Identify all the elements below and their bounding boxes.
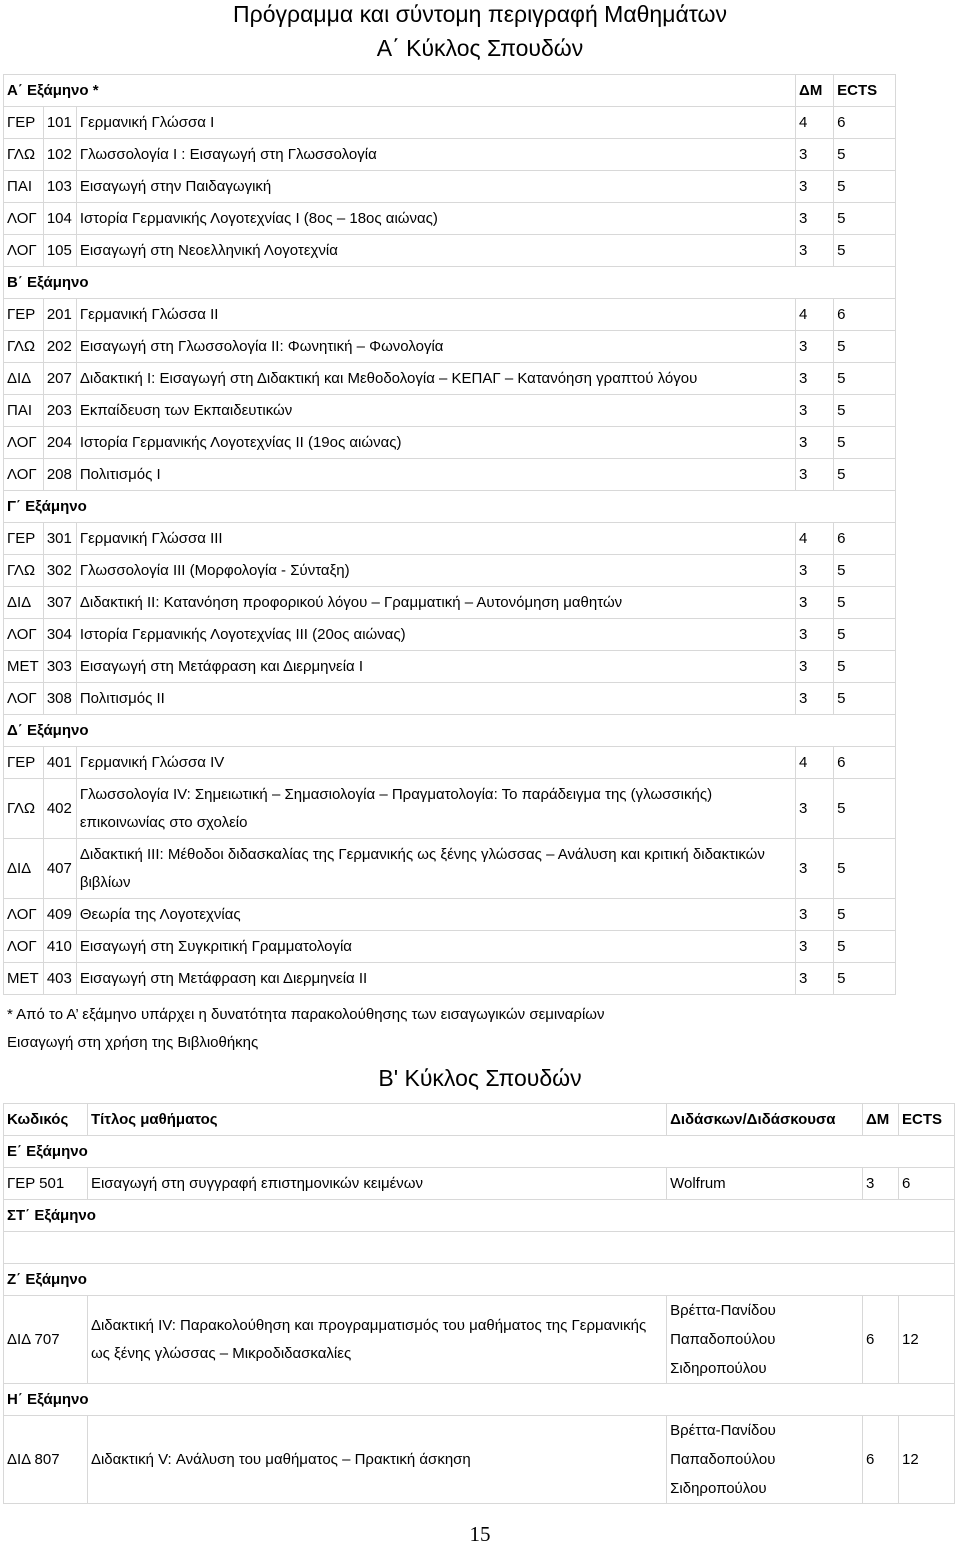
course-ects: 5 [834,931,896,963]
course-ects: 5 [834,203,896,235]
cycle-b-table [3,1103,955,1504]
course-dm: 3 [796,459,834,491]
footnote-library: Εισαγωγή στη χρήση της Βιβλιοθήκης [7,1034,259,1051]
course-row [4,587,896,619]
course-title: Διδακτική V: Ανάλυση του μαθήματος – Πρακτική άσκηση [87,1416,666,1504]
ects-column-header: ECTS [898,1104,954,1136]
course-code: ΔΙΔ [4,587,44,619]
course-dm: 6 [863,1416,899,1504]
course-code: ΛΟΓ [4,235,44,267]
course-row [4,555,896,587]
page-title: Πρόγραμμα και σύντομη περιγραφή Μαθημάτων [233,1,727,27]
course-ects: 5 [834,963,896,995]
semester-row [4,267,896,299]
course-number: 208 [43,459,76,491]
course-number: 105 [43,235,76,267]
course-row [4,459,896,491]
course-ects: 5 [834,587,896,619]
course-dm: 3 [796,331,834,363]
course-teacher: Wolfrum [667,1168,863,1200]
semester-heading: Β΄ Εξάμηνο [4,267,896,299]
course-ects: 6 [834,107,896,139]
course-dm: 4 [796,523,834,555]
course-code: ΛΟΓ [4,899,44,931]
course-title: Γερμανική Γλώσσα ΙΙ [76,299,795,331]
semester-heading: Ε΄ Εξάμηνο [4,1136,955,1168]
course-dm: 3 [796,899,834,931]
course-title: Εισαγωγή στη Μετάφραση και Διερμηνεία ΙΙ [76,963,795,995]
course-number: 403 [43,963,76,995]
course-row [4,1416,955,1504]
semester-heading: Δ΄ Εξάμηνο [4,715,896,747]
course-code: ΓΛΩ [4,331,44,363]
course-title: Θεωρία της Λογοτεχνίας [76,899,795,931]
course-ects: 5 [834,331,896,363]
course-number: 402 [43,779,76,839]
course-teachers [667,1296,863,1384]
course-code: ΛΟΓ [4,459,44,491]
course-code: ΜΕΤ [4,651,44,683]
course-title: Εισαγωγή στη Μετάφραση και Διερμηνεία Ι [76,651,795,683]
course-dm: 3 [796,651,834,683]
teacher-name: Βρέττα-Πανίδου [670,1422,776,1439]
course-code: ΓΕΡ [4,299,44,331]
course-row [4,839,896,899]
empty-row [4,1232,955,1264]
title-column-header: Τίτλος μαθήματος [87,1104,666,1136]
course-ects: 5 [834,427,896,459]
course-code: ΔΙΔ [4,839,44,899]
table-header-row [4,75,896,107]
course-dm: 3 [796,779,834,839]
course-title: Διδακτική ΙV: Παρακολούθηση και προγραμματισμός του μαθήματος της Γερμανικής ως ξένης γλώσσας – Μικροδιδασκαλίες [87,1296,666,1384]
course-row [4,139,896,171]
dm-column-header: ΔΜ [796,75,834,107]
course-dm: 4 [796,299,834,331]
semester-row [4,491,896,523]
course-title: Εισαγωγή στη συγγραφή επιστημονικών κειμένων [87,1168,666,1200]
semester-row [4,1264,955,1296]
course-ects: 5 [834,651,896,683]
course-number: 401 [43,747,76,779]
course-title: Ιστορία Γερμανικής Λογοτεχνίας ΙΙΙ (20ος αιώνας) [76,619,795,651]
semester-row [4,1136,955,1168]
course-ects: 5 [834,683,896,715]
course-number: 204 [43,427,76,459]
course-ects: 6 [834,299,896,331]
course-row [4,1296,955,1384]
course-ects: 6 [834,523,896,555]
page-number: 15 [469,1522,491,1546]
semester-heading: ΣΤ΄ Εξάμηνο [4,1200,955,1232]
course-code: ΛΟΓ [4,619,44,651]
code-column-header: Κωδικός [4,1104,88,1136]
course-dm: 3 [863,1168,899,1200]
course-dm: 3 [796,139,834,171]
course-dm: 3 [796,235,834,267]
course-title: Ιστορία Γερμανικής Λογοτεχνίας Ι (8ος – 18ος αιώνας) [76,203,795,235]
course-code: ΠΑΙ [4,395,44,427]
course-title: Διδακτική ΙΙΙ: Μέθοδοι διδασκαλίας της Γερμανικής ως ξένης γλώσσας – Ανάλυση και κριτική διδακτικών βιβλίων [76,839,795,899]
course-number: 407 [43,839,76,899]
page-subtitle: Α΄ Κύκλος Σπουδών [376,35,584,61]
cycle-a-table [3,74,896,995]
table-header-row [4,1104,955,1136]
ects-column-header: ECTS [834,75,896,107]
course-row [4,107,896,139]
course-dm: 3 [796,839,834,899]
course-code: ΔΙΔ [4,363,44,395]
course-ects: 12 [898,1296,954,1384]
course-number: 304 [43,619,76,651]
course-number: 207 [43,363,76,395]
course-row [4,963,896,995]
course-number: 203 [43,395,76,427]
course-dm: 3 [796,171,834,203]
course-row [4,235,896,267]
semester-heading: Α΄ Εξάμηνο * [4,75,796,107]
course-number: 103 [43,171,76,203]
semester-row [4,1384,955,1416]
course-ects: 5 [834,619,896,651]
course-title: Γερμανική Γλώσσα ΙV [76,747,795,779]
course-code: ΛΟΓ [4,683,44,715]
course-dm: 4 [796,107,834,139]
course-title: Πολιτισμός ΙΙ [76,683,795,715]
course-row [4,331,896,363]
course-title: Γλωσσολογία Ι : Εισαγωγή στη Γλωσσολογία [76,139,795,171]
course-title: Διδακτική ΙΙ: Κατανόηση προφορικού λόγου – Γραμματική – Αυτονόμηση μαθητών [76,587,795,619]
course-dm: 3 [796,363,834,395]
course-code: ΛΟΓ [4,203,44,235]
teacher-name: Βρέττα-Πανίδου [670,1302,776,1319]
course-title: Γερμανική Γλώσσα Ι [76,107,795,139]
course-ects: 5 [834,395,896,427]
course-code: ΔΙΔ 707 [4,1296,88,1384]
course-title: Διδακτική Ι: Εισαγωγή στη Διδακτική και Μεθοδολογία – ΚΕΠΑΓ – Κατανόηση γραπτού λόγου [76,363,795,395]
course-code: ΓΕΡ [4,523,44,555]
teacher-name: Παπαδοπούλου [670,1451,776,1468]
course-teachers [667,1416,863,1504]
footnote-seminars: * Από το Α’ εξάμηνο υπάρχει η δυνατότητα παρακολούθησης των εισαγωγικών σεμιναρίων [7,1006,605,1023]
course-title: Εισαγωγή στη Γλωσσολογία ΙΙ: Φωνητική – Φωνολογία [76,331,795,363]
course-number: 102 [43,139,76,171]
teacher-name: Παπαδοπούλου [670,1331,776,1348]
course-row [4,747,896,779]
course-code: ΔΙΔ 807 [4,1416,88,1504]
semester-heading: Γ΄ Εξάμηνο [4,491,896,523]
course-code: ΓΕΡ [4,747,44,779]
course-ects: 12 [898,1416,954,1504]
course-ects: 6 [834,747,896,779]
course-ects: 5 [834,779,896,839]
course-code: ΓΛΩ [4,139,44,171]
course-number: 201 [43,299,76,331]
course-code: ΓΛΩ [4,555,44,587]
course-title: Γλωσσολογία ΙV: Σημειωτική – Σημασιολογία – Πραγματολογία: Το παράδειγμα της (γλωσσικής) επικοινωνίας στο σχολείο [76,779,795,839]
semester-heading: Η΄ Εξάμηνο [4,1384,955,1416]
teacher-name: Σιδηροπούλου [670,1360,767,1377]
course-ects: 5 [834,235,896,267]
course-title: Εκπαίδευση των Εκπαιδευτικών [76,395,795,427]
course-ects: 6 [898,1168,954,1200]
course-row [4,203,896,235]
semester-row [4,715,896,747]
course-dm: 3 [796,683,834,715]
course-code: ΛΟΓ [4,427,44,459]
course-ects: 5 [834,899,896,931]
course-dm: 3 [796,395,834,427]
course-row [4,427,896,459]
course-title: Εισαγωγή στην Παιδαγωγική [76,171,795,203]
course-code: ΛΟΓ [4,931,44,963]
course-row [4,931,896,963]
course-number: 101 [43,107,76,139]
cycle-b-title: Β' Κύκλος Σπουδών [378,1065,582,1091]
course-ects: 5 [834,139,896,171]
course-row [4,299,896,331]
course-row [4,651,896,683]
course-code: ΠΑΙ [4,171,44,203]
course-title: Εισαγωγή στη Συγκριτική Γραμματολογία [76,931,795,963]
course-title: Γλωσσολογία ΙΙΙ (Μορφολογία - Σύνταξη) [76,555,795,587]
course-number: 302 [43,555,76,587]
course-row [4,171,896,203]
course-number: 104 [43,203,76,235]
course-row [4,395,896,427]
course-code: ΓΕΡ 501 [4,1168,88,1200]
course-row [4,1168,955,1200]
course-row [4,779,896,839]
course-row [4,363,896,395]
course-row [4,899,896,931]
teacher-column-header: Διδάσκων/Διδάσκουσα [667,1104,863,1136]
course-ects: 5 [834,363,896,395]
course-code: ΓΕΡ [4,107,44,139]
course-row [4,619,896,651]
course-dm: 3 [796,587,834,619]
course-dm: 3 [796,619,834,651]
course-dm: 3 [796,203,834,235]
dm-column-header: ΔΜ [863,1104,899,1136]
course-number: 202 [43,331,76,363]
course-dm: 6 [863,1296,899,1384]
teacher-name: Σιδηροπούλου [670,1480,767,1497]
course-code: ΓΛΩ [4,779,44,839]
course-number: 308 [43,683,76,715]
course-number: 301 [43,523,76,555]
course-row [4,523,896,555]
course-row [4,683,896,715]
semester-row [4,1200,955,1232]
course-dm: 3 [796,555,834,587]
course-code: ΜΕΤ [4,963,44,995]
course-title: Γερμανική Γλώσσα ΙΙΙ [76,523,795,555]
course-number: 410 [43,931,76,963]
course-number: 307 [43,587,76,619]
semester-heading: Ζ΄ Εξάμηνο [4,1264,955,1296]
course-dm: 3 [796,427,834,459]
course-ects: 5 [834,839,896,899]
course-ects: 5 [834,459,896,491]
course-dm: 3 [796,931,834,963]
empty-cell [4,1232,955,1264]
course-title: Πολιτισμός Ι [76,459,795,491]
course-ects: 5 [834,171,896,203]
course-ects: 5 [834,555,896,587]
course-dm: 3 [796,963,834,995]
course-dm: 4 [796,747,834,779]
course-title: Εισαγωγή στη Νεοελληνική Λογοτεχνία [76,235,795,267]
course-title: Ιστορία Γερμανικής Λογοτεχνίας ΙΙ (19ος αιώνας) [76,427,795,459]
course-number: 303 [43,651,76,683]
course-number: 409 [43,899,76,931]
